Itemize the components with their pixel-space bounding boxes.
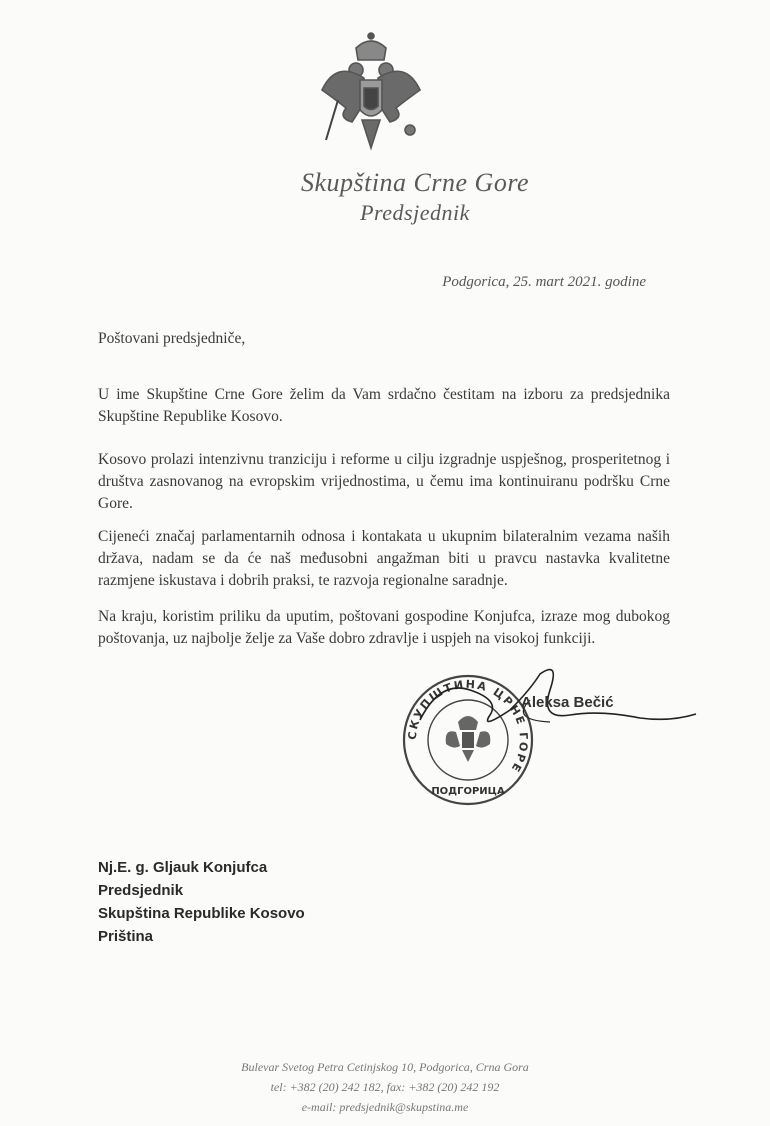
- signer-name: Aleksa Bečić: [521, 694, 614, 711]
- paragraph-3: Cijeneći značaj parlamentarnih odnosa i kontakata u ukupnim bilateralnim vezama naših država, nadam se da će naš međusobni angažman biti u pravcu nastavka kvalitetne razmjene iskustava i dobrih praksi, te razvoja regionalne saradnje.: [98, 528, 670, 589]
- seal-city-text: ПОДГОРИЦА: [431, 786, 505, 797]
- recipient-line-4: Priština: [98, 928, 154, 945]
- paragraph-2: Kosovo prolazi intenzivnu tranziciju i reforme u cilju izgradnje uspješnog, prosperitetnog i društva zasnovanog na evropskim vrijednostima, u čemu ima kontinuiranu podršku Crne Gore.: [98, 451, 670, 512]
- paragraph-1: U ime Skupštine Crne Gore želim da Vam srdačno čestitam na izboru za predsjednika Skupštine Republike Kosovo.: [98, 386, 670, 425]
- recipient-line-3: Skupština Republike Kosovo: [98, 905, 305, 922]
- recipient-line-1: Nj.E. g. Gljauk Konjufca: [98, 859, 268, 876]
- institution-role: Predsjednik: [360, 200, 470, 225]
- institution-name: Skupština Crne Gore: [300, 168, 530, 197]
- letter-date: Podgorica, 25. mart 2021. godine: [442, 274, 646, 290]
- seal-ring-text: СКУПШТИНА ЦРНЕ ГОРЕ: [405, 677, 531, 776]
- recipient-block: [98, 856, 305, 948]
- footer-phone: tel: +382 (20) 242 182, fax: +382 (20) 242 192: [270, 1080, 500, 1094]
- recipient-line-2: Predsjednik: [98, 882, 184, 899]
- salutation: Poštovani predsjedniče,: [98, 330, 246, 347]
- coat-of-arms-icon: [316, 30, 426, 160]
- footer-email: e-mail: predsjednik@skupstina.me: [301, 1100, 469, 1114]
- footer-address: Bulevar Svetog Petra Cetinjskog 10, Podgorica, Crna Gora: [241, 1060, 529, 1074]
- paragraph-4: Na kraju, koristim priliku da uputim, poštovani gospodine Konjufca, izraze mog dubokog poštovanja, uz najbolje želje za Vaše dobro zdravlje i uspjeh na visokoj funkciji.: [98, 608, 670, 647]
